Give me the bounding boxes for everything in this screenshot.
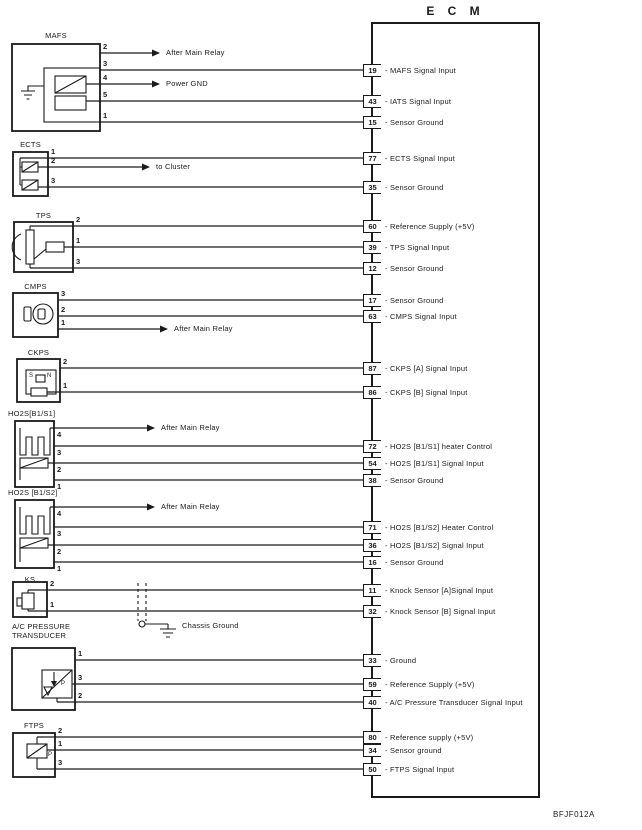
ecm-pin-label: - Sensor Ground — [385, 117, 444, 127]
sensor-label: HO2S [B1/S2] — [8, 488, 58, 497]
sensor-pin-number: 3 — [58, 758, 63, 767]
mafs-ground-lead — [28, 86, 44, 91]
ecm-pin-row — [363, 583, 493, 597]
ecm-pin-label: - Reference Supply (+5V) — [385, 221, 475, 231]
sensor-pin-number: 1 — [57, 564, 62, 573]
arrow-head-icon — [160, 326, 168, 333]
sensor-pin-number: 1 — [51, 147, 56, 156]
ecm-pin-label: - Sensor Ground — [385, 182, 444, 192]
ac-transducer-triangle — [44, 687, 52, 695]
ecm-pin-label: - MAFS Signal Input — [385, 65, 456, 75]
ecm-pin-label: - Knock Sensor [B] Signal Input — [385, 606, 496, 616]
ecm-pin-row — [363, 730, 473, 744]
ecm-pin-row — [363, 219, 475, 233]
chassis-ground-lead — [145, 624, 168, 629]
ecm-pin-row — [363, 695, 523, 709]
ecm-pin-label: - HO2S [B1/S1] Signal Input — [385, 458, 484, 468]
symbol-letter: N — [47, 373, 52, 379]
sensor-pin-number: 3 — [61, 289, 66, 298]
ecm-pin-number: 80 — [363, 731, 381, 744]
ecm-pin-number: 11 — [363, 584, 381, 597]
ecm-pin-number: 33 — [363, 654, 381, 667]
ecm-pin-number: 50 — [363, 763, 381, 776]
ecm-pin-row — [363, 538, 484, 552]
ecm-pin-row — [363, 762, 454, 776]
sensor-label: MAFS — [45, 31, 67, 40]
ecm-pin-row — [363, 63, 456, 77]
ecm-pin-number: 32 — [363, 605, 381, 618]
sensor-pin-number: 1 — [61, 318, 66, 327]
ecm-pin-row — [363, 555, 443, 569]
sensor-pin-number: 2 — [57, 465, 62, 474]
sensor-label: TPS — [35, 211, 52, 220]
ckps-magnet — [36, 375, 45, 382]
ecm-pin-label: - HO2S [B1/S2] Signal Input — [385, 540, 484, 550]
ecm-pin-number: 86 — [363, 386, 381, 399]
sensor-pin-number: 2 — [51, 156, 56, 165]
ects-thermistor-2-diagonal — [22, 180, 38, 190]
ecm-pin-number: 16 — [363, 556, 381, 569]
sensor-label: KS — [24, 575, 36, 584]
sensor-label: A/C PRESSURE TRANSDUCER — [12, 622, 71, 640]
ecm-pin-row — [363, 261, 443, 275]
ecm-pin-number: 60 — [363, 220, 381, 233]
cmps-rotor — [33, 304, 53, 324]
ecm-pin-row — [363, 473, 443, 487]
ecm-pin-label: - Sensor Ground — [385, 557, 444, 567]
sensor-label: CMPS — [24, 282, 47, 291]
ects-thermistor-1-diagonal — [22, 162, 38, 172]
symbol-letter: S — [29, 373, 34, 379]
ks-element — [22, 593, 34, 609]
ho2s-b1s2-element-diagonal — [20, 538, 48, 548]
ho2s-b1s1-element-diagonal — [20, 458, 48, 468]
sensor-pin-number: 5 — [103, 90, 108, 99]
arrow-head-icon — [147, 504, 155, 511]
chassis-ground-label: Chassis Ground — [182, 621, 239, 630]
wire-destination-label: to Cluster — [156, 162, 191, 171]
ecm-pin-row — [363, 240, 449, 254]
ecm-pin-row — [363, 456, 484, 470]
ecm-pin-row — [363, 439, 492, 453]
sensor-pin-number: 3 — [57, 529, 62, 538]
ac-transducer-arrow-head — [51, 681, 57, 687]
sensor-pin-number: 4 — [57, 509, 62, 518]
ecm-pin-label: - HO2S [B1/S1] heater Control — [385, 441, 493, 451]
tps-wiper-contact — [46, 242, 64, 252]
sensor-label: ECTS — [20, 140, 41, 149]
arrow-head-icon — [147, 425, 155, 432]
sensor-pin-number: 2 — [58, 726, 63, 735]
sensor-pin-number: 1 — [58, 739, 63, 748]
ecm-pin-number: 38 — [363, 474, 381, 487]
ecm-pin-label: - Sensor Ground — [385, 295, 444, 305]
ecm-title: E C M — [426, 4, 485, 18]
ecm-pin-label: - FTPS Signal Input — [385, 764, 455, 774]
ecm-pin-row — [363, 309, 457, 323]
ac-pressure-transducer-box — [12, 648, 75, 710]
ecm-pin-row — [363, 180, 443, 194]
ecm-pin-label: - Sensor Ground — [385, 263, 444, 273]
sensor-pin-number: 2 — [76, 215, 81, 224]
mafs-element2 — [55, 96, 86, 110]
sensor-pin-number: 2 — [78, 691, 83, 700]
ecm-pin-row — [363, 604, 495, 618]
arrow-head-icon — [152, 81, 160, 88]
ecm-pin-row — [363, 361, 468, 375]
ecm-pin-row — [363, 743, 442, 757]
ks-shield-terminal — [139, 621, 145, 627]
symbol-letter: P — [48, 752, 53, 758]
ftps-element-diagonal — [27, 744, 47, 758]
ecm-pin-label: - Sensor Ground — [385, 475, 444, 485]
ho2s-b1s1-box — [15, 421, 54, 487]
wire-destination-label: After Main Relay — [166, 48, 225, 57]
ecm-pin-label: - CMPS Signal Input — [385, 311, 457, 321]
sensor-pin-number: 2 — [57, 547, 62, 556]
ecm-pin-label: - Sensor ground — [385, 745, 442, 755]
cmps-element — [24, 307, 31, 321]
chassis-ground-icon — [160, 629, 176, 637]
ecm-pin-label: - Reference supply (+5V) — [385, 732, 474, 742]
arrow-heads — [142, 50, 168, 511]
ecm-pin-row — [363, 677, 475, 691]
sensor-pin-number: 2 — [61, 305, 66, 314]
ecm-pin-label: - IATS Signal Input — [385, 96, 452, 106]
ecm-pin-number: 17 — [363, 294, 381, 307]
arrow-head-icon — [152, 50, 160, 57]
tps-wiper — [34, 249, 46, 259]
sensor-pin-number: 4 — [57, 430, 62, 439]
figure-code: BFJF012A — [553, 810, 595, 819]
ks-element-tab — [17, 598, 22, 606]
ecm-pin-number: 36 — [363, 539, 381, 552]
sensor-pin-number: 3 — [51, 176, 56, 185]
ks-box — [13, 582, 47, 617]
cmps-rotor-vane — [38, 309, 45, 319]
mafs-element-diagonal — [55, 76, 86, 93]
symbol-letter: P — [61, 681, 66, 687]
ecm-pin-row — [363, 151, 455, 165]
ecm-pin-label: - CKPS [A] Signal Input — [385, 363, 468, 373]
ecm-pin-label: - Knock Sensor [A]Signal Input — [385, 585, 494, 595]
ecm-pin-label: - Reference Supply (+5V) — [385, 679, 475, 689]
sensor-pin-number: 2 — [50, 579, 55, 588]
cmps-box — [13, 293, 58, 337]
ecm-pin-label: - A/C Pressure Transducer Signal Input — [385, 697, 523, 707]
sensor-pin-number: 1 — [76, 236, 81, 245]
ecm-pin-label: - Ground — [385, 655, 417, 665]
ecm-pin-number: 40 — [363, 696, 381, 709]
ecm-pin-number: 87 — [363, 362, 381, 375]
sensor-pin-number: 2 — [103, 42, 108, 51]
ecm-pin-row — [363, 293, 443, 307]
ecm-pin-label: - HO2S [B1/S2] Heater Control — [385, 522, 494, 532]
sensor-pin-number: 1 — [63, 381, 68, 390]
ecm-pin-row — [363, 520, 493, 534]
sensor-pin-number: 3 — [76, 257, 81, 266]
ecm-pin-row — [363, 94, 451, 108]
mafs-ground-icon — [21, 91, 35, 99]
ecm-pin-number: 35 — [363, 181, 381, 194]
ho2s-b1s1-heater-coil — [20, 428, 50, 455]
ecm-pin-number: 12 — [363, 262, 381, 275]
ckps-coil — [31, 388, 47, 396]
ecm-pin-number: 63 — [363, 310, 381, 323]
wire-destination-label: After Main Relay — [174, 324, 233, 333]
ecm-pin-number: 34 — [363, 744, 381, 757]
tps-track — [26, 230, 34, 264]
arrow-head-icon — [142, 164, 150, 171]
sensor-pin-number: 1 — [50, 600, 55, 609]
sensor-label: HO2S[B1/S1] — [8, 409, 56, 418]
ks-shield — [138, 583, 146, 621]
ecm-pin-label: - ECTS Signal Input — [385, 153, 456, 163]
sensor-pin-number: 3 — [57, 448, 62, 457]
ecm-pin-number: 39 — [363, 241, 381, 254]
ecm-pin-row — [363, 385, 468, 399]
mafs-box — [12, 44, 100, 131]
sensor-pin-number: 2 — [63, 357, 68, 366]
sensor-label: FTPS — [24, 721, 44, 730]
wire-destination-label: Power GND — [166, 79, 208, 88]
sensor-pin-number: 1 — [57, 482, 62, 491]
wire-destination-label: After Main Relay — [161, 502, 220, 511]
ecm-pin-number: 54 — [363, 457, 381, 470]
ecm-pin-number: 19 — [363, 64, 381, 77]
sensor-pin-number: 4 — [103, 73, 108, 82]
sensor-pin-number: 1 — [78, 649, 83, 658]
ecm-pin-row — [363, 653, 416, 667]
ecm-pin-row — [363, 115, 443, 129]
sensor-pin-number: 3 — [103, 59, 108, 68]
ac-transducer-diagonal — [42, 670, 72, 698]
ecm-pin-label: - TPS Signal Input — [385, 242, 450, 252]
sensor-pin-number: 1 — [103, 111, 108, 120]
ecm-pin-number: 59 — [363, 678, 381, 691]
ecm-pin-label: - CKPS [B] Signal Input — [385, 387, 468, 397]
ecm-pin-number: 72 — [363, 440, 381, 453]
ecm-pin-number: 71 — [363, 521, 381, 534]
ecm-pin-number: 43 — [363, 95, 381, 108]
ecm-pin-number: 77 — [363, 152, 381, 165]
ecm-pin-number: 15 — [363, 116, 381, 129]
sensor-pin-number: 3 — [78, 673, 83, 682]
ho2s-b1s2-heater-coil — [20, 507, 50, 534]
sensor-label: CKPS — [27, 348, 50, 357]
wire-destination-label: After Main Relay — [161, 423, 220, 432]
